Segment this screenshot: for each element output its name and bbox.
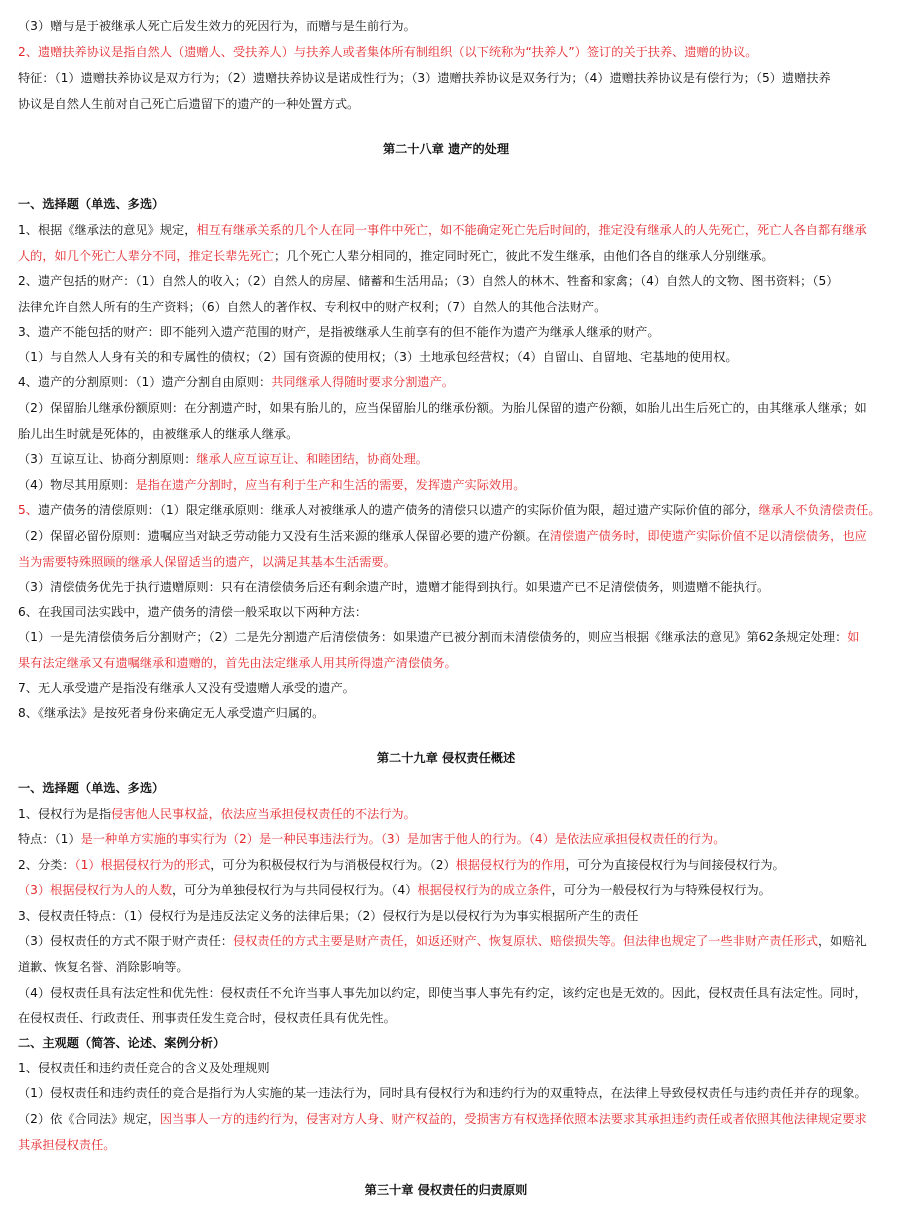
text-line bbox=[18, 17, 874, 35]
text-line bbox=[18, 527, 874, 545]
text-line bbox=[18, 984, 874, 1002]
text-line bbox=[18, 654, 874, 672]
text-line bbox=[18, 373, 874, 391]
highlighted-text: 根据侵权行为的作用 bbox=[455, 858, 566, 872]
text-run: 2、遗产包括的财产：（1）自然人的收入；（2）自然人的房屋、储蓄和生活用品；（3）自然人的林木、牲畜和家禽；（4）自然人的文物、图书资料；（5） bbox=[18, 274, 839, 288]
text-run: 特征：（1）遗赠扶养协议是双方行为；（2）遗赠扶养协议是诺成性行为；（3）遗赠扶养协议是双务行为；（4）遗赠扶养协议是有偿行为；（5）遗赠扶养 bbox=[18, 71, 831, 85]
highlighted-text: 根据侵权行为的成立条件 bbox=[417, 883, 552, 897]
text-line bbox=[18, 450, 874, 468]
text-run: ，可分为直接侵权行为与间接侵权行为。 bbox=[565, 858, 785, 872]
text-run: 3、侵权责任特点：（1）侵权行为是违反法定义务的法律后果；（2）侵权行为是以侵权行为为事实根据所产生的责任 bbox=[18, 909, 639, 923]
text-run: （4）物尽其用原则： bbox=[18, 478, 136, 492]
text-run: ，可分为一般侵权行为与特殊侵权行为。 bbox=[551, 883, 771, 897]
section-heading bbox=[18, 1034, 874, 1052]
text-run: 7、无人承受遗产是指没有继承人又没有受遗赠人承受的遗产。 bbox=[18, 681, 355, 695]
text-line bbox=[18, 578, 874, 596]
text-run: 6、在我国司法实践中，遗产债务的清偿一般采取以下两种方法： bbox=[18, 605, 368, 619]
text-run: ；几个死亡人辈分相同的，推定同时死亡，彼此不发生继承，由他们各自的继承人分别继承。 bbox=[273, 249, 774, 263]
text-run: （3）互谅互让、协商分割原则： bbox=[18, 452, 197, 466]
text-line bbox=[18, 932, 874, 950]
text-run: 3、遗产不能包括的财产：即不能列入遗产范围的财产，是指被继承人生前享有的但不能作为遗产为继承人继承的财产。 bbox=[18, 325, 660, 339]
highlighted-text: 其承担侵权责任。 bbox=[18, 1138, 116, 1152]
text-line bbox=[18, 1009, 874, 1027]
text-line bbox=[18, 881, 874, 899]
text-line bbox=[18, 1136, 874, 1154]
text-line bbox=[18, 704, 874, 722]
highlighted-text: 是指在遗产分割时，应当有利于生产和生活的需要，发挥遗产实际效用。 bbox=[135, 478, 526, 492]
text-line bbox=[18, 501, 881, 519]
text-run: ，可分为积极侵权行为与消极侵权行为。（2） bbox=[210, 858, 456, 872]
highlighted-text: 相互有继承关系的几个人在同一事件中死亡，如不能确定死亡先后时间的，推定没有继承人的人先死亡，死亡人各自都有继承 bbox=[196, 223, 867, 237]
highlighted-text: （3）根据侵权行为人的人数 bbox=[18, 883, 173, 897]
text-line bbox=[18, 323, 874, 341]
text-line bbox=[18, 1084, 874, 1102]
text-run: （2）依《合同法》规定， bbox=[18, 1112, 160, 1126]
text-line bbox=[18, 1110, 874, 1128]
highlighted-text: 如 bbox=[847, 630, 860, 644]
text-line bbox=[18, 628, 874, 646]
text-line bbox=[18, 298, 874, 316]
text-line bbox=[18, 272, 874, 290]
text-run: 8、《继承法》是按死者身份来确定无人承受遗产归属的。 bbox=[18, 706, 325, 720]
text-line bbox=[18, 805, 874, 823]
text-line bbox=[18, 679, 874, 697]
text-line bbox=[18, 553, 874, 571]
text-run: 一、选择题（单选、多选） bbox=[18, 197, 165, 211]
text-run: 二、主观题（简答、论述、案例分析） bbox=[18, 1036, 226, 1050]
highlighted-text: 继承人不负清偿责任。 bbox=[758, 503, 881, 517]
text-run: （1）侵权责任和违约责任的竞合是指行为人实施的某一违法行为，同时具有侵权行为和违约行为的双重特点，在法律上导致侵权责任与违约责任并存的现象。 bbox=[18, 1086, 867, 1100]
chapter-title bbox=[18, 749, 874, 767]
text-line bbox=[18, 348, 874, 366]
text-line bbox=[18, 856, 874, 874]
text-run: （1）一是先清偿债务后分割财产；（2）二是先分割遗产后清偿债务：如果遗产已被分割而未清偿债务的，则应当根据《继承法的意见》第62条规定处理： bbox=[18, 630, 848, 644]
text-run: （4）侵权责任具有法定性和优先性：侵权责任不允许当事人事先加以约定，即使当事人事先有约定，该约定也是无效的。因此，侵权责任具有法定性。同时， bbox=[18, 986, 867, 1000]
text-run: 第二十九章 侵权责任概述 bbox=[376, 751, 516, 765]
text-run: 第三十章 侵权责任的归责原则 bbox=[364, 1183, 528, 1197]
text-line bbox=[18, 476, 874, 494]
text-line bbox=[18, 399, 874, 417]
highlighted-text: 是一种单方实施的事实行为（2）是一种民事违法行为。（3）是加害于他人的行为。（4）是依法应承担侵权责任的行为。 bbox=[80, 832, 726, 846]
section-heading bbox=[18, 195, 874, 213]
highlighted-text: 果有法定继承又有遗嘱继承和遗赠的，首先由法定继承人用其所得遗产清偿债务。 bbox=[18, 656, 457, 670]
text-run: （1）与自然人人身有关的和专属性的债权；（2）国有资源的使用权；（3）土地承包经营权；（4）自留山、自留地、宅基地的使用权。 bbox=[18, 350, 738, 364]
highlighted-text: 侵权责任的方式主要是财产责任，如返还财产、恢复原状、赔偿损失等。但法律也规定了一些非财产责任形式 bbox=[232, 934, 818, 948]
chapter-title bbox=[18, 140, 874, 158]
text-line bbox=[18, 907, 874, 925]
text-run: （3）赠与是于被继承人死亡后发生效力的死因行为，而赠与是生前行为。 bbox=[18, 19, 416, 33]
highlighted-text: 清偿遗产债务时，即使遗产实际价值不足以清偿债务，也应 bbox=[549, 529, 867, 543]
highlighted-text: 5、 bbox=[18, 503, 38, 517]
highlighted-text: （1）根据侵权行为的形式 bbox=[74, 858, 211, 872]
highlighted-text: 因当事人一方的违约行为，侵害对方人身、财产权益的，受损害方有权选择依照本法要求其承担违约责任或者依照其他法律规定要求 bbox=[159, 1112, 867, 1126]
highlighted-text: 侵害他人民事权益，依法应当承担侵权责任的不法行为。 bbox=[111, 807, 416, 821]
text-run: 2、分类： bbox=[18, 858, 75, 872]
text-run: （2）保留胎儿继承份额原则：在分割遗产时，如果有胎儿的，应当保留胎儿的继承份额。为胎儿保留的遗产份额，如胎儿出生后死亡的，由其继承人继承；如 bbox=[18, 401, 867, 415]
section-heading bbox=[18, 779, 874, 797]
text-run: 1、侵权责任和违约责任竞合的含义及处理规则 bbox=[18, 1061, 270, 1075]
text-run: ，可分为单独侵权行为与共同侵权行为。（4） bbox=[172, 883, 418, 897]
text-run: ，如赔礼 bbox=[817, 934, 867, 948]
text-run: 胎儿出生时就是死体的，由被继承人的继承人继承。 bbox=[18, 427, 299, 441]
text-run: 一、选择题（单选、多选） bbox=[18, 781, 165, 795]
text-line bbox=[18, 247, 874, 265]
text-run: 第二十八章 遗产的处理 bbox=[382, 142, 510, 156]
text-run: 协议是自然人生前对自己死亡后遗留下的遗产的一种处置方式。 bbox=[18, 97, 360, 111]
text-line bbox=[18, 958, 874, 976]
text-line bbox=[18, 43, 874, 61]
text-line bbox=[18, 95, 874, 113]
text-run: 法律允许自然人所有的生产资料；（6）自然人的著作权、专利权中的财产权利；（7）自然人的其他合法财产。 bbox=[18, 300, 607, 314]
text-run: （2）保留必留份原则：遗嘱应当对缺乏劳动能力又没有生活来源的继承人保留必要的遗产份额。在 bbox=[18, 529, 550, 543]
text-line bbox=[18, 69, 874, 87]
text-run: （3）侵权责任的方式不限于财产责任： bbox=[18, 934, 233, 948]
text-run: 道歉、恢复名誉、消除影响等。 bbox=[18, 960, 189, 974]
text-line bbox=[18, 603, 874, 621]
text-run: 特点：（1） bbox=[18, 832, 81, 846]
highlighted-text: 遗赠扶养协议是指自然人（遗赠人、受扶养人）与扶养人或者集体所有制组织（以下统称为“扶养人”）签订的关于扶养、遗赠的协议。 bbox=[37, 45, 758, 59]
highlighted-text: 人的，如几个死亡人辈分不同，推定长辈先死亡 bbox=[18, 249, 274, 263]
chapter-title bbox=[18, 1181, 874, 1199]
highlighted-text: 2、 bbox=[18, 45, 38, 59]
text-line bbox=[18, 830, 874, 848]
highlighted-text: 当为需要特殊照顾的继承人保留适当的遗产，以满足其基本生活需要。 bbox=[18, 555, 396, 569]
text-line bbox=[18, 425, 874, 443]
text-run: 遗产债务的清偿原则：（1）限定继承原则：继承人对被继承人的遗产债务的清偿只以遗产的实际价值为限，超过遗产实际价值的部分， bbox=[37, 503, 759, 517]
text-run: 在侵权责任、行政责任、刑事责任发生竞合时，侵权责任具有优先性。 bbox=[18, 1011, 396, 1025]
highlighted-text: 继承人应互谅互让、和睦团结，协商处理。 bbox=[196, 452, 428, 466]
text-line bbox=[18, 1059, 874, 1077]
text-run: 4、遗产的分割原则：（1）遗产分割自由原则： bbox=[18, 375, 272, 389]
text-run: 1、侵权行为是指 bbox=[18, 807, 112, 821]
text-line bbox=[18, 221, 874, 239]
text-run: （3）清偿债务优先于执行遗赠原则：只有在清偿债务后还有剩余遗产时，遗赠才能得到执行。如果遗产已不足清偿债务，则遗赠不能执行。 bbox=[18, 580, 770, 594]
highlighted-text: 共同继承人得随时要求分割遗产。 bbox=[271, 375, 454, 389]
text-run: 1、根据《继承法的意见》规定， bbox=[18, 223, 197, 237]
